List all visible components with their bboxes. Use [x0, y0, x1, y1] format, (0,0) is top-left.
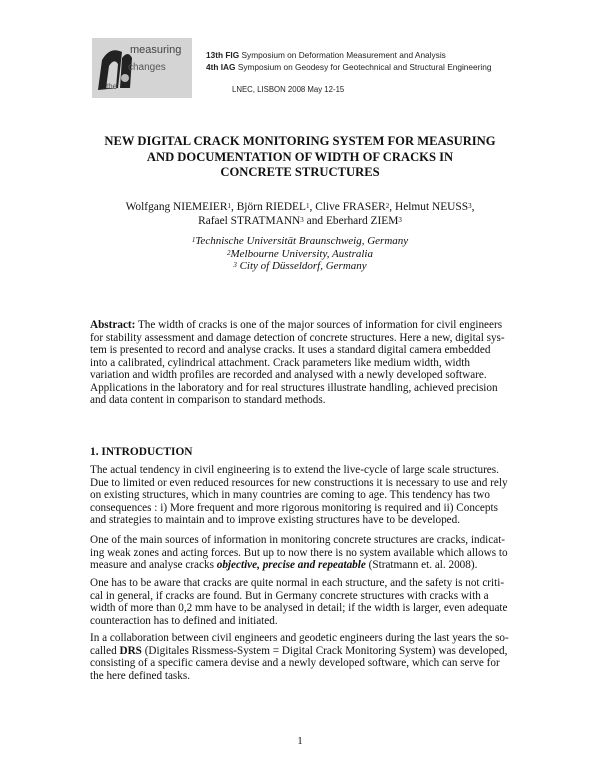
intro-p2-emphasis: objective, precise and repeatable: [216, 559, 366, 571]
author-name: Rafael STRATMANN: [198, 214, 301, 227]
author-name: Clive FRASER: [315, 201, 386, 213]
author-affiliation-sup: 1: [227, 202, 231, 210]
venue-line: LNEC, LISBON 2008 May 12-15: [232, 85, 345, 94]
symposium-logo: [92, 38, 192, 98]
abstract-paragraph: [90, 319, 510, 407]
author-affiliation-sup: 3: [300, 215, 304, 224]
author-affiliation-sup: 1: [305, 202, 310, 210]
affiliation-text: Technische Universität Braunschweig, Germany: [195, 235, 409, 247]
intro-p4-bold: DRS: [119, 644, 142, 657]
logo-text-the: the: [106, 82, 118, 91]
abstract-text: The width of cracks is one of the major sources of information for civil engineers for stability assessment and damage detection of concrete structures. Here a new, digital sys-tem is presented to record and analyse cracks. It uses a standard digital camera embedded into a calibrated, cylindrical attachment. Crack parameters like medium width, width variation and width profiles are recorded and analysed with a newly developed software. Applications in the laboratory and for real structures illustrate handling, achieved precision and data content in comparison to standard methods.: [90, 319, 505, 406]
symposium-2-text: Symposium on Geodesy for Geotechnical and Structural Engineering: [237, 62, 492, 72]
author-affiliation-sup: 3: [468, 202, 472, 210]
abstract-label: Abstract:: [90, 319, 136, 331]
logo-text-measuring: measuring: [130, 44, 182, 56]
author-name: Björn RIEDEL: [236, 201, 306, 213]
logo-text-changes: changes: [128, 62, 166, 73]
intro-p2-citation: (Stratmann et. al. 2008).: [368, 559, 478, 571]
affiliation-sup: 2: [227, 248, 231, 257]
affiliation-list: [60, 235, 540, 273]
intro-paragraph-4: [90, 632, 510, 682]
intro-paragraph-2: [90, 534, 510, 572]
intro-p4-text: In a collaboration between civil engineers and geodetic engineers during the last years the so-called: [90, 632, 509, 657]
affiliation-text: Melbourne University, Australia: [230, 247, 373, 260]
affiliation-sup: 1: [191, 236, 196, 244]
section-heading-introduction: 1. INTRODUCTION: [90, 446, 193, 458]
intro-p4-rest: (Digitales Rissmess-System = Digital Crack Monitoring System) was developed, consisting of a specific camera devise and a newly developed software, which can serve for the here defined tasks.: [90, 644, 508, 682]
author-conjunction: and: [306, 214, 324, 227]
intro-paragraph-3: One has to be aware that cracks are quite normal in each structure, and the safety is not criti-cal in general, if cracks are found. But in Germany concrete structures with cracks with a width of more than 0,2 mm have to be analysed in detail; if the width is larger, even adequate counteraction has to defined and initiated.: [90, 577, 508, 627]
author-name: Wolfgang NIEMEIER: [125, 201, 228, 213]
author-name: Eberhard ZIEM: [325, 214, 399, 227]
author-name: Helmut NEUSS: [394, 201, 469, 213]
paper-title: [60, 134, 540, 181]
title-line-2: AND DOCUMENTATION OF WIDTH OF CRACKS IN: [146, 149, 454, 164]
symposium-1-number: 13th FIG: [206, 50, 240, 60]
page-number: 1: [297, 735, 303, 747]
symposium-line-2: [206, 62, 491, 72]
title-line-3: CONCRETE STRUCTURES: [220, 165, 380, 179]
symposium-line-1: [206, 50, 446, 60]
title-line-1: NEW DIGITAL CRACK MONITORING SYSTEM FOR MEASURING: [104, 134, 496, 148]
intro-paragraph-1: The actual tendency in civil engineering is to extend the live-cycle of large scale structures. Due to limited or even reduced resources for new constructions it is necessary to use and rely on existing structures, which in many countries are coming to age. This tendency has two consequences : i) More frequent and more rigorous monitoring is required and ii) Concepts and strategies to maintain and to improve existing structures have to be developed.: [90, 464, 508, 526]
symposium-1-text: Symposium on Deformation Measurement and Analysis: [241, 50, 446, 60]
affiliation-sup: 3: [233, 261, 237, 269]
author-affiliation-sup: 2: [385, 202, 390, 210]
author-affiliation-sup: 3: [398, 215, 402, 224]
author-list: Wolfgang NIEMEIER$^1$, Björn RIEDEL$^1$, Clive FRASER$^2$, Helmut NEUSS$^3$, Rafael STRATMANN$^3$ and Eberhard ZIEM$^3$: [125, 201, 475, 227]
intro-p2-text: One of the main sources of information in monitoring concrete structures are cracks, indicat-ing weak zones and acting forces. But up to now there is no system available which allows to measure and analyse cracks: [90, 534, 508, 571]
affiliation-text: City of Düsseldorf, Germany: [239, 260, 367, 272]
symposium-2-number: 4th IAG: [206, 62, 236, 72]
